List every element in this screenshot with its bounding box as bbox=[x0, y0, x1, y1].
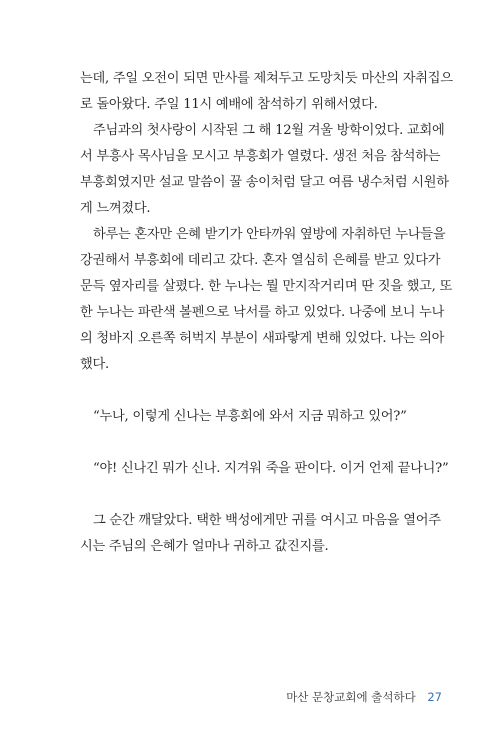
paragraph-line: 로 돌아왔다. 주일 11시 예배에 참석하기 위해서였다. bbox=[80, 97, 378, 112]
paragraph-line: 강권해서 부흥회에 데리고 갔다. 혼자 열심히 은혜를 받고 있다가 bbox=[80, 253, 441, 268]
body-text bbox=[80, 66, 453, 560]
page-number: 27 bbox=[427, 690, 442, 704]
paragraph-line: 게 느껴졌다. bbox=[80, 201, 151, 216]
paragraph-line: 서 부흥사 목사님을 모시고 부흥회가 열렸다. 생전 처음 참석하는 bbox=[80, 149, 441, 164]
paragraph-gap bbox=[80, 378, 438, 404]
paragraph-line: 주님과의 첫사랑이 시작된 그 해 12월 겨울 방학이었다. 교회에 bbox=[93, 123, 445, 138]
paragraph-line: 문득 옆자리를 살폈다. 한 누나는 뭘 만지작거리며 딴 짓을 했고, 또 bbox=[80, 279, 453, 294]
dialogue-quote: “야! 신나긴 뭐가 신나. 지겨워 죽을 판이다. 이거 언제 끝나니?” bbox=[93, 461, 449, 476]
paragraph-gap bbox=[80, 482, 438, 508]
running-title: 마산 문창교회에 출석하다 bbox=[286, 690, 416, 704]
dialogue-quote: “누나, 이렇게 신나는 부흥회에 와서 지금 뭐하고 있어?” bbox=[93, 409, 407, 424]
paragraph-line: 시는 주님의 은혜가 얼마나 귀하고 값진지를. bbox=[80, 539, 329, 554]
page-footer bbox=[286, 689, 442, 705]
paragraph-line: 부흥회였지만 설교 말씀이 꿀 송이처럼 달고 여름 냉수처럼 시원하 bbox=[80, 175, 449, 190]
paragraph-line: 의 청바지 오른쪽 허벅지 부분이 새파랗게 변해 있었다. 나는 의아 bbox=[80, 331, 445, 346]
paragraph-line: 그 순간 깨달았다. 택한 백성에게만 귀를 여시고 마음을 열어주 bbox=[93, 513, 441, 528]
paragraph-line: 했다. bbox=[80, 357, 109, 372]
paragraph-line: 는데, 주일 오전이 되면 만사를 제쳐두고 도망치듯 마산의 자취집으 bbox=[80, 71, 453, 86]
paragraph-line: 한 누나는 파란색 볼펜으로 낙서를 하고 있었다. 나중에 보니 누나 bbox=[80, 305, 445, 320]
paragraph-gap bbox=[80, 430, 438, 456]
paragraph-line: 하루는 혼자만 은혜 받기가 안타까워 옆방에 자취하던 누나들을 bbox=[93, 227, 446, 242]
